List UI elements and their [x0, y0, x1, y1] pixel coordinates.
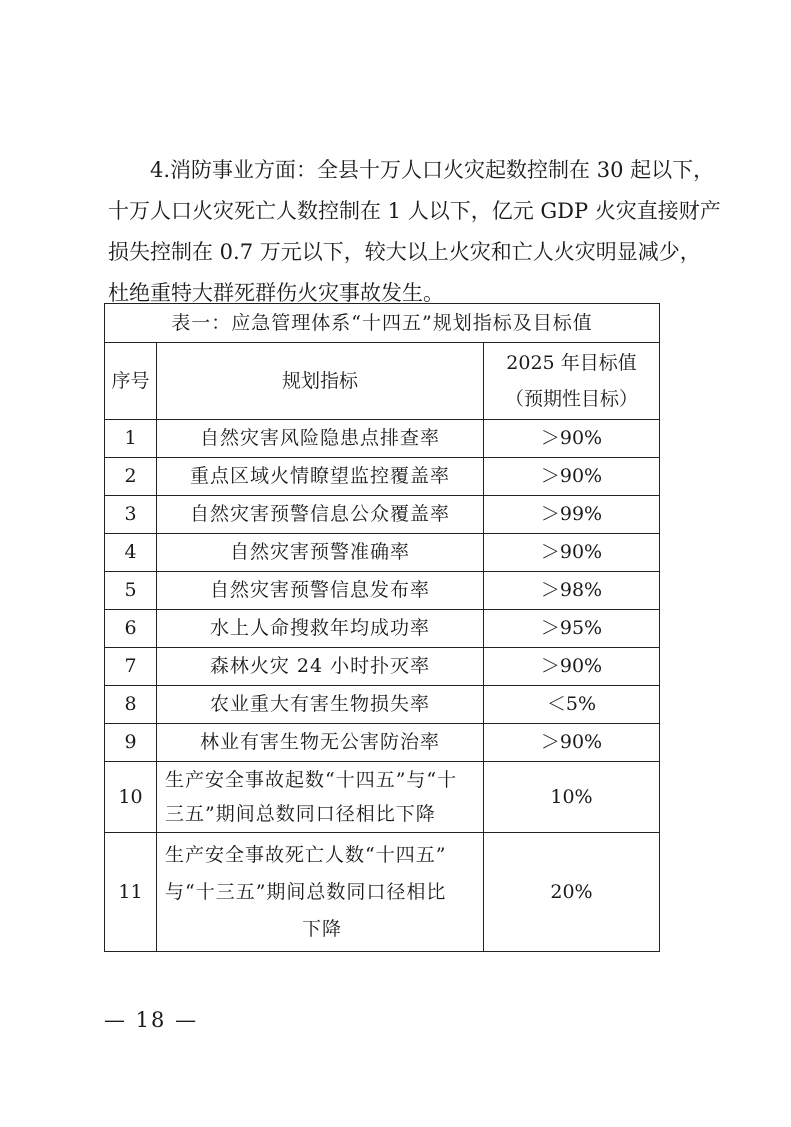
table-row	[105, 458, 660, 496]
row-indicator-line: 三五”期间总数同口径相比下降	[165, 803, 436, 825]
row-indicator: 森林火灾 24 小时扑灭率	[157, 648, 484, 686]
table-row	[105, 534, 660, 572]
row-target: ＞90%	[484, 534, 660, 572]
row-target: ＜5%	[484, 686, 660, 724]
row-target: 10%	[484, 762, 660, 833]
row-num: 3	[105, 496, 157, 534]
header-target-line2: （预期性目标）	[504, 388, 638, 410]
table-row	[105, 833, 660, 952]
row-num: 4	[105, 534, 157, 572]
row-num: 9	[105, 724, 157, 762]
row-target: ＞95%	[484, 610, 660, 648]
row-num: 2	[105, 458, 157, 496]
row-indicator: 自然灾害预警信息公众覆盖率	[157, 496, 484, 534]
row-indicator	[157, 833, 484, 952]
table-row	[105, 648, 660, 686]
page-number: — 18 —	[104, 1008, 199, 1032]
table-row	[105, 724, 660, 762]
row-indicator-line: 生产安全事故起数“十四五”与“十	[165, 769, 458, 791]
header-num: 序号	[105, 343, 157, 420]
table-caption: 表一：应急管理体系“十四五”规划指标及目标值	[104, 303, 660, 342]
row-indicator: 自然灾害预警信息发布率	[157, 572, 484, 610]
table-row	[105, 496, 660, 534]
table-row	[105, 762, 660, 833]
row-num: 11	[105, 833, 157, 952]
row-target: 20%	[484, 833, 660, 952]
row-indicator: 林业有害生物无公害防治率	[157, 724, 484, 762]
table-row	[105, 420, 660, 458]
row-num: 1	[105, 420, 157, 458]
table-row	[105, 610, 660, 648]
row-indicator: 自然灾害预警准确率	[157, 534, 484, 572]
table-header-row	[105, 343, 660, 420]
paragraph-line: 4.消防事业方面：全县十万人口火灾起数控制在 30 起以下，	[150, 158, 715, 182]
row-num: 6	[105, 610, 157, 648]
row-num: 5	[105, 572, 157, 610]
row-target: ＞90%	[484, 420, 660, 458]
row-indicator: 自然灾害风险隐患点排查率	[157, 420, 484, 458]
row-target: ＞98%	[484, 572, 660, 610]
row-indicator: 水上人命搜救年均成功率	[157, 610, 484, 648]
header-target-line1: 2025 年目标值	[506, 352, 637, 374]
row-indicator-line: 生产安全事故死亡人数“十四五”	[165, 843, 447, 866]
row-target: ＞90%	[484, 648, 660, 686]
row-indicator-line: 下降	[301, 917, 342, 940]
body-paragraph	[108, 150, 721, 314]
header-indicator: 规划指标	[157, 343, 484, 420]
paragraph-line: 损失控制在 0.7 万元以下，较大以上火灾和亡人火灾明显减少，	[108, 240, 701, 264]
row-indicator: 农业重大有害生物损失率	[157, 686, 484, 724]
row-num: 10	[105, 762, 157, 833]
row-num: 7	[105, 648, 157, 686]
table-row	[105, 686, 660, 724]
table-row	[105, 572, 660, 610]
indicator-table	[104, 303, 660, 952]
row-target: ＞90%	[484, 458, 660, 496]
row-indicator: 重点区域火情瞭望监控覆盖率	[157, 458, 484, 496]
row-indicator	[157, 762, 484, 833]
row-num: 8	[105, 686, 157, 724]
row-target: ＞90%	[484, 724, 660, 762]
paragraph-line: 杜绝重特大群死群伤火灾事故发生。	[108, 281, 444, 305]
row-indicator-line: 与“十三五”期间总数同口径相比	[165, 880, 447, 903]
row-target: ＞99%	[484, 496, 660, 534]
paragraph-line: 十万人口火灾死亡人数控制在 1 人以下，亿元 GDP 火灾直接财产	[108, 199, 721, 223]
header-target	[484, 343, 660, 420]
